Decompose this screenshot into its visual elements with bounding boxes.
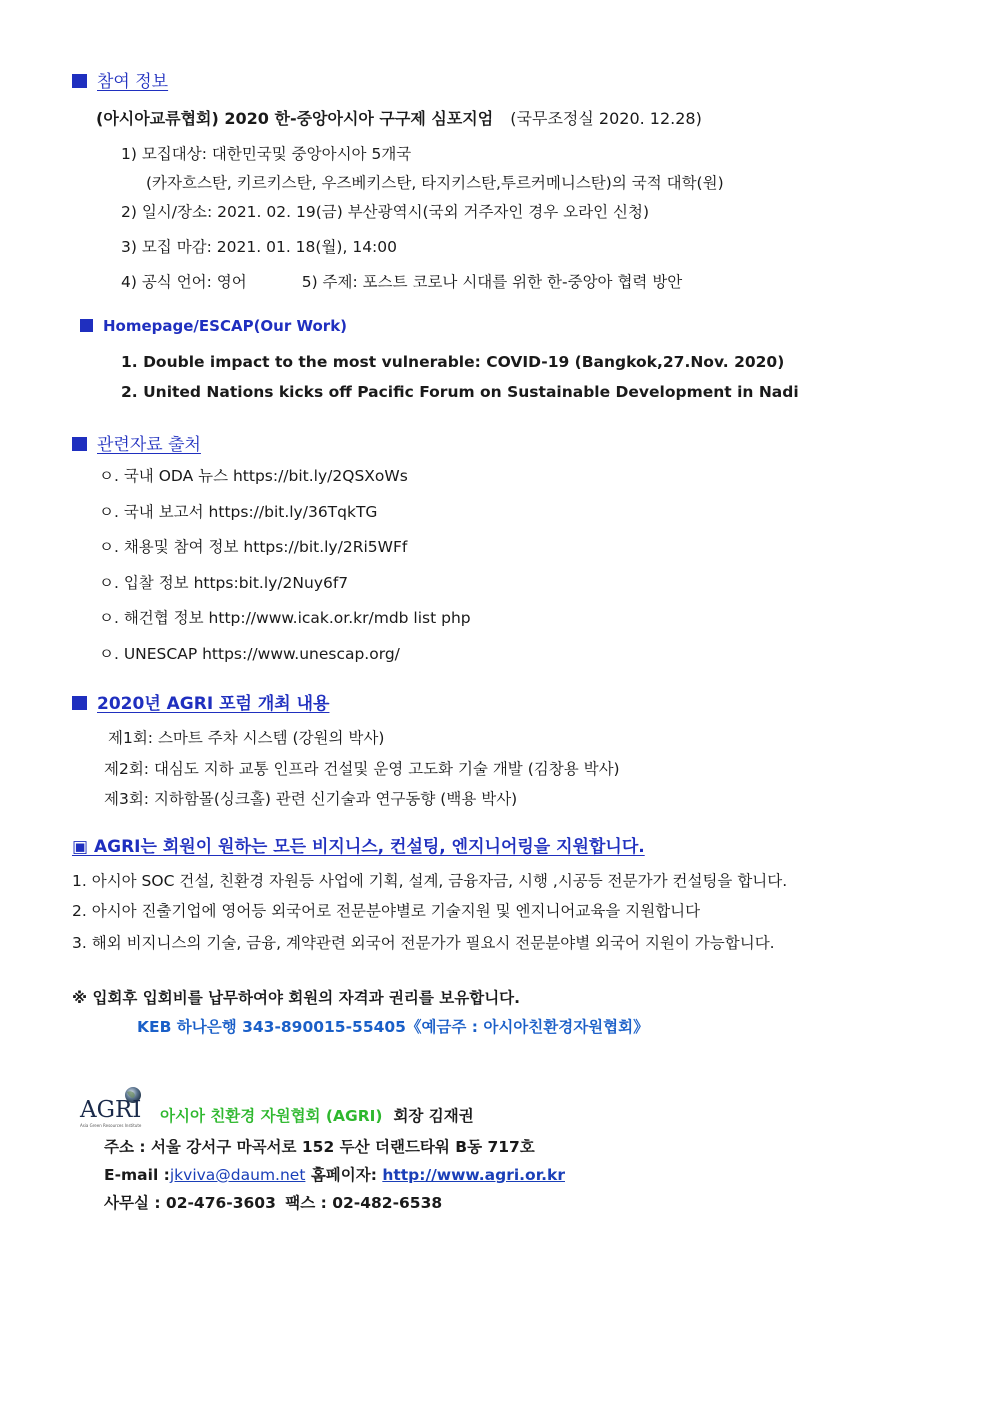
bank-account: KEB 하나은행 343-890015-55405《예금주 : 아시아친환경자원협회》 (137, 1018, 649, 1036)
participation-item-5: 5) 주제: 포스트 코로나 시대를 위한 한-중앙아 협력 방안 (301, 273, 683, 291)
homepage-link[interactable]: http://www.agri.or.kr (382, 1166, 565, 1184)
org-name: 아시아 친환경 자원협회 (AGRI) (160, 1107, 383, 1125)
source-item[interactable]: ㅇ. UNESCAP https://www.unescap.org/ (99, 645, 400, 663)
fax-number: 02-482-6538 (332, 1194, 443, 1212)
org-line (160, 1106, 474, 1126)
source-item[interactable]: ㅇ. 해건협 정보 http://www.icak.or.kr/mdb list php (99, 609, 471, 627)
escap-heading: Homepage/ESCAP(Our Work) (80, 316, 347, 336)
source-item[interactable]: ㅇ. 입찰 정보 https:bit.ly/2Nuy6f7 (99, 574, 349, 592)
forum-item: 제3회: 지하함몰(싱크홀) 관련 신기술과 연구동향 (백용 박사) (104, 790, 518, 808)
participation-item-1: 1) 모집대상: 대한민국및 중앙아시아 5개국 (121, 145, 412, 163)
event-line (96, 109, 702, 129)
participation-heading: 참여 정보 (72, 72, 168, 92)
support-heading: ▣ AGRI는 회원이 원하는 모든 비지니스, 컨설팅, 엔지니어링을 지원합니다. (72, 837, 645, 857)
participation-item-1-cont: (카자흐스탄, 키르키스탄, 우즈베키스탄, 타지키스탄,투르커메니스탄)의 국적 대학(원) (146, 174, 724, 192)
address-line (104, 1137, 535, 1157)
membership-notice: ※ 입회후 입회비를 납무하여야 회원의 자격과 권리를 보유합니다. (72, 989, 521, 1007)
address-label: 주소 : (104, 1138, 146, 1156)
source-item[interactable]: ㅇ. 국내 ODA 뉴스 https://bit.ly/2QSXoWs (99, 467, 408, 485)
square-bullet-icon (72, 437, 87, 451)
forum-item: 제1회: 스마트 주차 시스템 (강원의 박사) (108, 729, 385, 747)
fax-label: 팩스 : (285, 1194, 327, 1212)
support-item: 3. 해외 비지니스의 기술, 금융, 계약관련 외국어 전문가가 필요시 전문분야별 외국어 지원이 가능합니다. (72, 934, 775, 952)
square-bullet-icon (72, 74, 87, 88)
event-title: (아시아교류협회) 2020 한-중앙아시아 구구제 심포지엄 (96, 109, 494, 128)
forum-heading: 2020년 AGRI 포럼 개최 내용 (72, 694, 329, 714)
support-item: 2. 아시아 진출기업에 영어등 외국어로 전문분야별로 기술지원 및 엔지니어교육을 지원합니다 (72, 902, 701, 920)
participation-item-3: 3) 모집 마감: 2021. 01. 18(월), 14:00 (121, 238, 397, 256)
agri-logo (78, 1086, 150, 1132)
participation-item-2: 2) 일시/장소: 2021. 02. 19(금) 부산광역시(국외 거주자인 경우 오라인 신청) (121, 203, 650, 221)
email-label: E-mail : (104, 1166, 170, 1184)
escap-item-2[interactable]: 2. United Nations kicks off Pacific Forum on Sustainable Development in Nadi (121, 383, 799, 401)
participation-item-4: 4) 공식 언어: 영어 (121, 273, 247, 291)
president: 회장 김재권 (393, 1107, 474, 1125)
address: 서울 강서구 마곡서로 152 두산 더랜드타워 B동 717호 (150, 1138, 535, 1156)
sources-heading: 관련자료 출처 (72, 435, 201, 455)
forum-item: 제2회: 대심도 지하 교통 인프라 건설및 운영 고도화 기술 개발 (김창용 박사) (104, 760, 620, 778)
source-item[interactable]: ㅇ. 채용및 참여 정보 https://bit.ly/2Ri5WFf (99, 538, 408, 556)
office-line (104, 1193, 442, 1213)
email-link[interactable]: jkviva@daum.net (169, 1166, 306, 1184)
square-bullet-icon (80, 319, 93, 332)
homepage-label: 홈페이자: (310, 1166, 377, 1184)
participation-item-4-line (121, 272, 682, 292)
logo-subtitle: Asia Green Resources Institute (80, 1123, 142, 1128)
office-phone: 02-476-3603 (165, 1194, 276, 1212)
escap-item-1[interactable]: 1. Double impact to the most vulnerable: COVID-19 (Bangkok,27.Nov. 2020) (121, 353, 785, 371)
logo-text: AGRI (80, 1097, 142, 1123)
office-label: 사무실 : (104, 1194, 161, 1212)
contact-line (104, 1165, 565, 1185)
square-bullet-icon (72, 696, 87, 710)
event-note: (국무조정실 2020. 12.28) (510, 109, 702, 128)
source-item[interactable]: ㅇ. 국내 보고서 https://bit.ly/36TqkTG (99, 503, 378, 521)
support-item: 1. 아시아 SOC 건설, 친환경 자원등 사업에 기획, 설계, 금융자금, 시행 ,시공등 전문가가 컨설팅을 합니다. (72, 872, 788, 890)
